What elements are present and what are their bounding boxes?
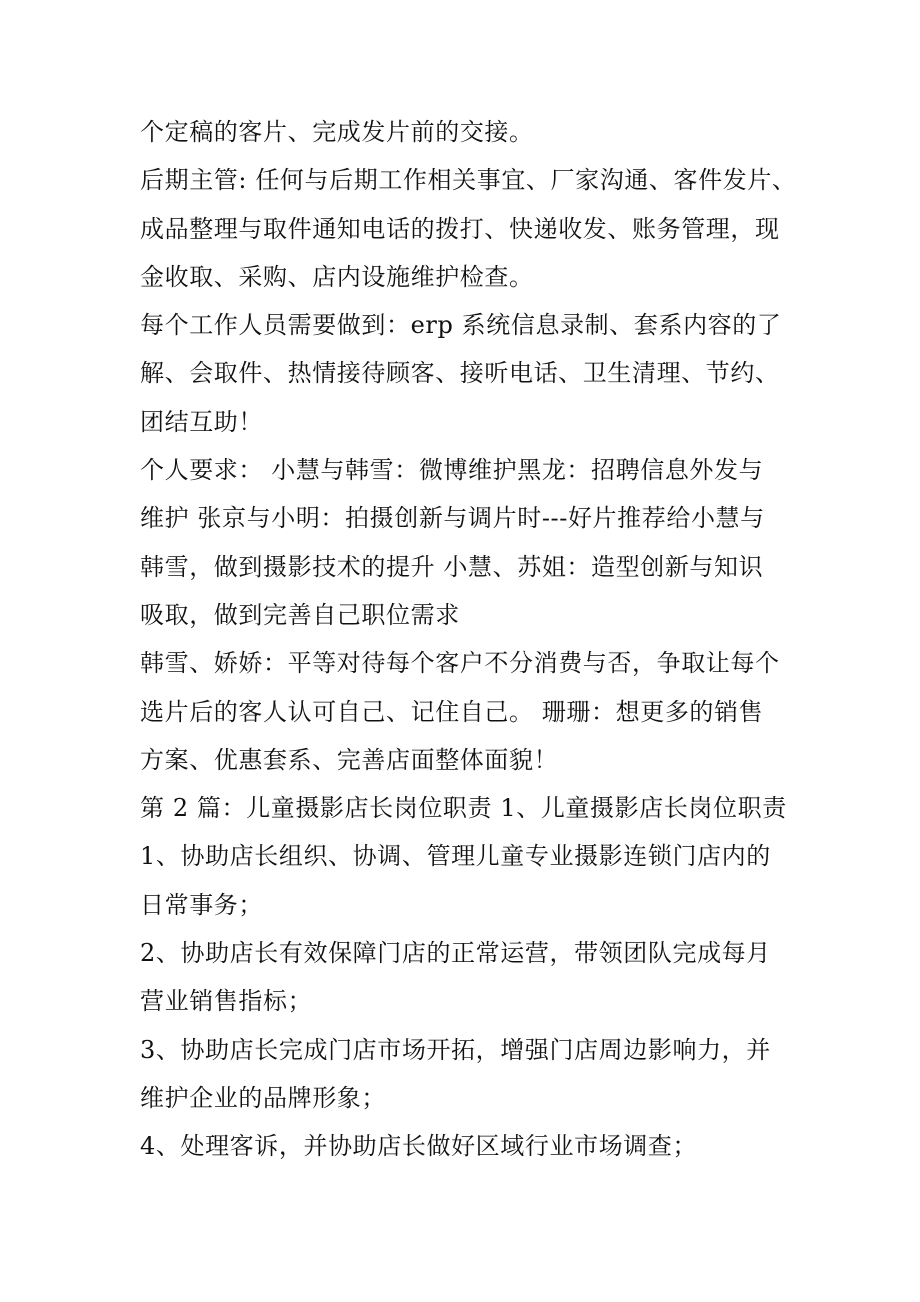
text-line-14: 方案、优惠套系、完善店面整体面貌！ (140, 745, 559, 774)
text-line-22: 4、处理客诉，并协助店长做好区域行业市场调查； (140, 1132, 698, 1161)
text-line-3: 成品整理与取件通知电话的拨打、快递收发、账务管理，现 (140, 214, 780, 243)
text-line-21: 维护企业的品牌形象； (140, 1083, 386, 1112)
text-line-8: 个人要求： 小慧与韩雪：微博维护黑龙：招聘信息外发与 (140, 456, 764, 485)
text-line-16: 1、协助店长组织、协调、管理儿童专业摄影连锁门店内的 (140, 842, 771, 871)
text-line-6: 解、会取件、热情接待顾客、接听电话、卫生清理、节约、 (140, 359, 780, 388)
text-line-1: 个定稿的客片、完成发片前的交接。 (140, 118, 534, 146)
text-line-13: 选片后的客人认可自己、记住自己。 珊珊：想更多的销售 (140, 697, 764, 726)
text-line-12: 韩雪、娇娇：平等对待每个客户不分消费与否，争取让每个 (140, 649, 780, 678)
text-line-11: 吸取，做到完善自己职位需求 (140, 600, 460, 629)
text-line-17: 日常事务； (140, 890, 263, 919)
text-line-19: 营业销售指标； (140, 987, 313, 1016)
document-body (140, 108, 800, 1171)
text-line-15: 第 2 篇：儿童摄影店长岗位职责 1、儿童摄影店长岗位职责 (140, 794, 787, 823)
text-line-5: 每个工作人员需要做到：erp 系统信息录制、套系内容的了 (140, 311, 782, 340)
text-line-2: 后期主管: 任何与后期工作相关事宜、厂家沟通、客件发片、 (140, 166, 797, 195)
text-line-9: 维护 张京与小明：拍摄创新与调片时---好片推荐给小慧与 (140, 504, 765, 533)
text-line-10: 韩雪，做到摄影技术的提升 小慧、苏姐：造型创新与知识 (140, 552, 764, 581)
text-line-4: 金收取、采购、店内设施维护检查。 (140, 262, 534, 291)
text-line-7: 团结互助！ (140, 407, 263, 436)
text-line-20: 3、协助店长完成门店市场开拓，增强门店周边影响力，并 (140, 1035, 771, 1064)
text-line-18: 2、协助店长有效保障门店的正常运营，带领团队完成每月 (140, 939, 771, 968)
